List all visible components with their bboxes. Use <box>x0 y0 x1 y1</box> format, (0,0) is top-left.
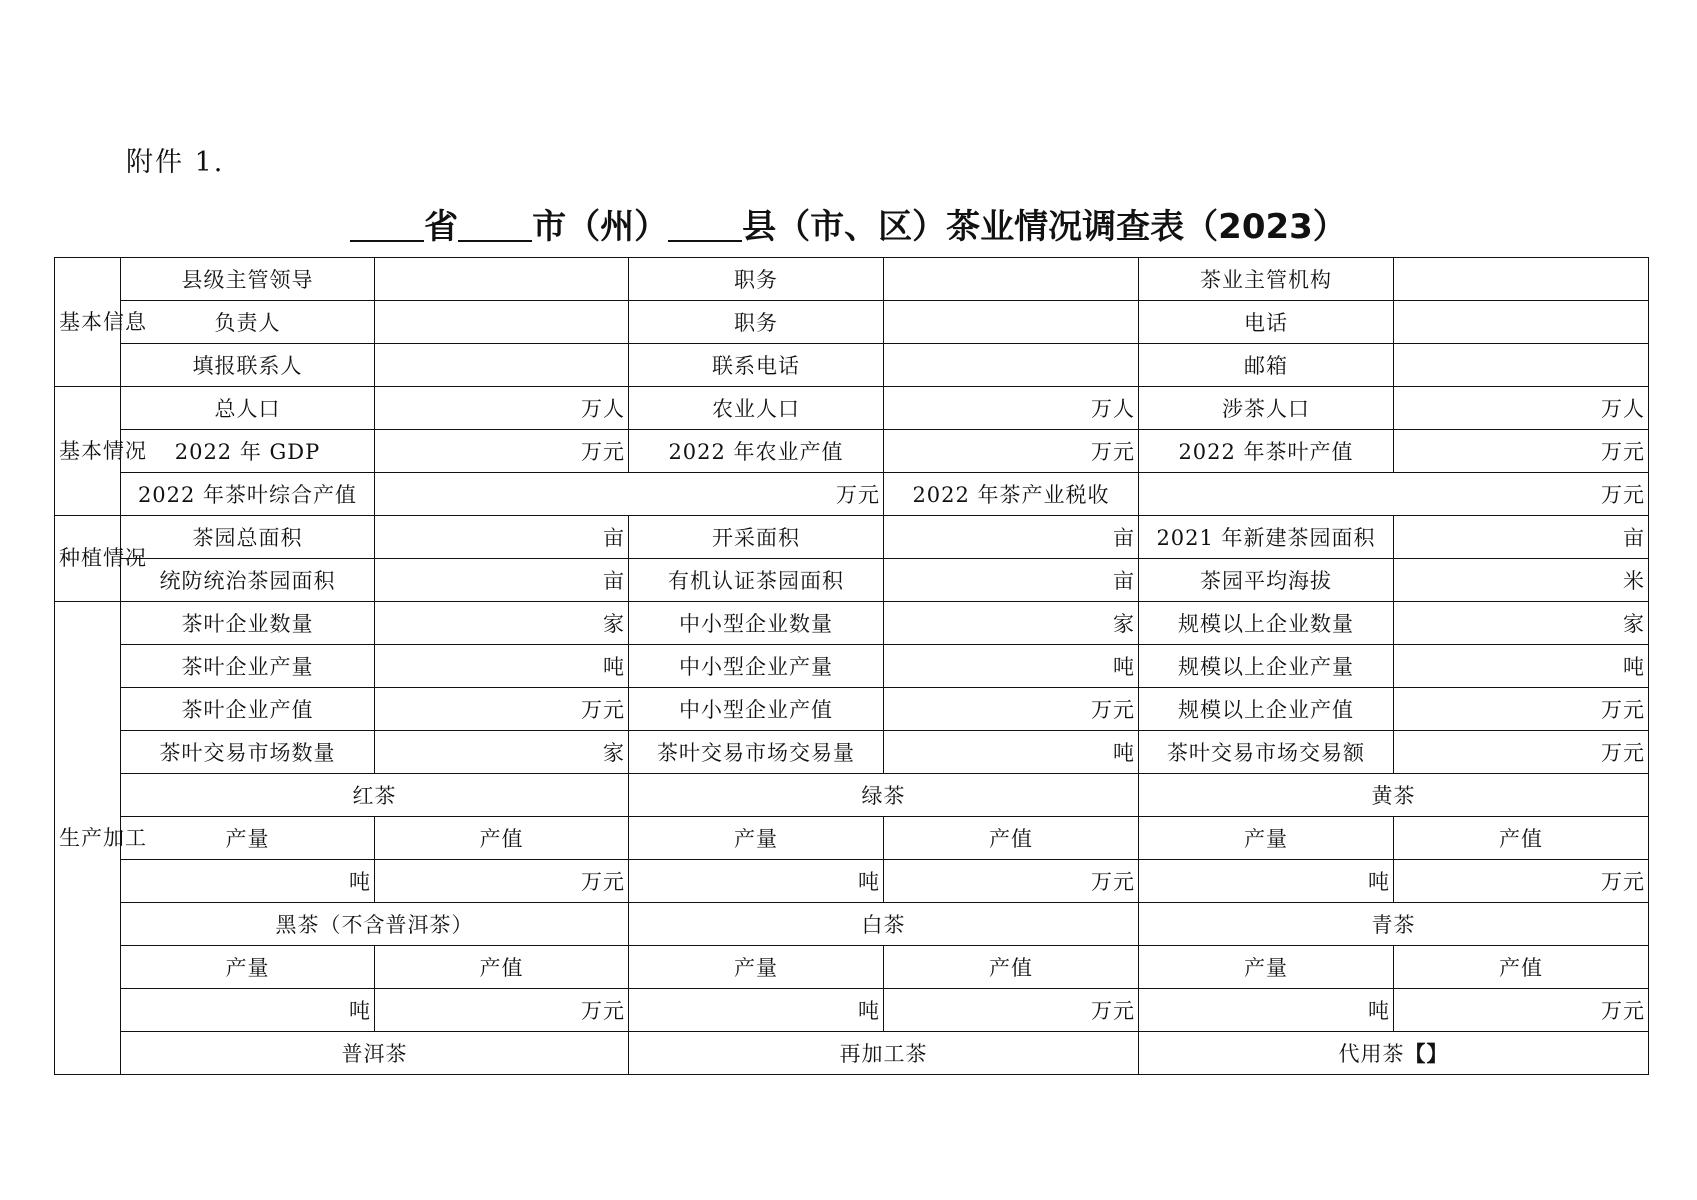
label-oolong-tea: 青茶 <box>1139 903 1649 946</box>
attachment-label: 附件 1. <box>126 147 225 178</box>
table-row <box>55 817 1649 860</box>
table-row <box>55 387 1649 430</box>
label-tea-agency: 茶业主管机构 <box>1139 258 1394 301</box>
input-oolong-tea-value[interactable]: 万元 <box>1394 989 1649 1032</box>
table-row <box>55 602 1649 645</box>
input-person-in-charge[interactable] <box>375 301 629 344</box>
label-volume: 产量 <box>629 817 884 860</box>
table-row <box>55 645 1649 688</box>
label-white-tea: 白茶 <box>629 903 1139 946</box>
label-enterprise-count: 茶叶企业数量 <box>121 602 375 645</box>
label-person-in-charge: 负责人 <box>121 301 375 344</box>
label-dark-tea: 黑茶（不含普洱茶） <box>121 903 629 946</box>
label-tea-output-2022: 2022 年茶叶产值 <box>1139 430 1394 473</box>
label-email: 邮箱 <box>1139 344 1394 387</box>
input-enterprise-count[interactable]: 家 <box>375 602 629 645</box>
input-green-tea-value[interactable]: 万元 <box>884 860 1139 903</box>
label-pest-control-area: 统防统治茶园面积 <box>121 559 375 602</box>
label-gdp-2022: 2022 年 GDP <box>121 430 375 473</box>
label-tea-comprehensive-2022: 2022 年茶叶综合产值 <box>121 473 375 516</box>
input-tea-output-2022[interactable]: 万元 <box>1394 430 1649 473</box>
input-tea-population[interactable]: 万人 <box>1394 387 1649 430</box>
input-pest-control-area[interactable]: 亩 <box>375 559 629 602</box>
label-tea-population: 涉茶人口 <box>1139 387 1394 430</box>
category-production: 生产加工 <box>55 602 121 1075</box>
input-position-2[interactable] <box>884 301 1139 344</box>
input-market-amount[interactable]: 万元 <box>1394 731 1649 774</box>
input-avg-altitude[interactable]: 米 <box>1394 559 1649 602</box>
label-volume: 产量 <box>629 946 884 989</box>
table-row <box>55 903 1649 946</box>
input-filler-contact[interactable] <box>375 344 629 387</box>
city-blank[interactable] <box>458 210 532 242</box>
input-tea-tax-2022[interactable]: 万元 <box>1139 473 1649 516</box>
input-large-value[interactable]: 万元 <box>1394 688 1649 731</box>
label-value: 产值 <box>884 817 1139 860</box>
input-yellow-tea-value[interactable]: 万元 <box>1394 860 1649 903</box>
label-avg-altitude: 茶园平均海拔 <box>1139 559 1394 602</box>
input-tea-comprehensive-2022[interactable]: 万元 <box>375 473 884 516</box>
label-puer-tea: 普洱茶 <box>121 1032 629 1075</box>
input-sme-volume[interactable]: 吨 <box>884 645 1139 688</box>
label-phone: 电话 <box>1139 301 1394 344</box>
label-sme-value: 中小型企业产值 <box>629 688 884 731</box>
title-province: 省 <box>424 207 459 247</box>
label-yellow-tea: 黄茶 <box>1139 774 1649 817</box>
page-title <box>0 199 1697 248</box>
input-green-tea-volume[interactable]: 吨 <box>629 860 884 903</box>
label-county-leader: 县级主管领导 <box>121 258 375 301</box>
label-value: 产值 <box>1394 946 1649 989</box>
input-dark-tea-volume[interactable]: 吨 <box>121 989 375 1032</box>
table-row <box>55 1032 1649 1075</box>
title-county: 县（市、区）茶业情况调查表（2023） <box>742 207 1347 247</box>
label-volume: 产量 <box>121 817 375 860</box>
label-large-value: 规模以上企业产值 <box>1139 688 1394 731</box>
label-organic-area: 有机认证茶园面积 <box>629 559 884 602</box>
input-farm-population[interactable]: 万人 <box>884 387 1139 430</box>
table-row <box>55 731 1649 774</box>
input-tea-agency[interactable] <box>1394 258 1649 301</box>
table-row <box>55 989 1649 1032</box>
county-blank[interactable] <box>668 210 742 242</box>
input-market-count[interactable]: 家 <box>375 731 629 774</box>
label-black-tea: 红茶 <box>121 774 629 817</box>
province-blank[interactable] <box>350 210 424 242</box>
table-row <box>55 430 1649 473</box>
input-white-tea-value[interactable]: 万元 <box>884 989 1139 1032</box>
input-new-garden-2021[interactable]: 亩 <box>1394 516 1649 559</box>
label-position: 职务 <box>629 258 884 301</box>
label-tea-tax-2022: 2022 年茶产业税收 <box>884 473 1139 516</box>
input-dark-tea-value[interactable]: 万元 <box>375 989 629 1032</box>
label-garden-total-area: 茶园总面积 <box>121 516 375 559</box>
input-phone[interactable] <box>1394 301 1649 344</box>
table-row <box>55 860 1649 903</box>
category-basic-info: 基本信息 <box>55 258 121 387</box>
label-volume: 产量 <box>1139 817 1394 860</box>
input-large-count[interactable]: 家 <box>1394 602 1649 645</box>
label-sme-count: 中小型企业数量 <box>629 602 884 645</box>
label-filler-contact: 填报联系人 <box>121 344 375 387</box>
table-row <box>55 473 1649 516</box>
label-large-count: 规模以上企业数量 <box>1139 602 1394 645</box>
label-total-population: 总人口 <box>121 387 375 430</box>
table-row <box>55 301 1649 344</box>
input-black-tea-value[interactable]: 万元 <box>375 860 629 903</box>
table-row <box>55 559 1649 602</box>
label-farm-population: 农业人口 <box>629 387 884 430</box>
table-row <box>55 344 1649 387</box>
input-plucking-area[interactable]: 亩 <box>884 516 1139 559</box>
label-value: 产值 <box>375 946 629 989</box>
label-enterprise-value: 茶叶企业产值 <box>121 688 375 731</box>
substitute-tea-text: 代用茶 <box>1338 1042 1405 1066</box>
input-oolong-tea-volume[interactable]: 吨 <box>1139 989 1394 1032</box>
input-enterprise-value[interactable]: 万元 <box>375 688 629 731</box>
input-white-tea-volume[interactable]: 吨 <box>629 989 884 1032</box>
input-organic-area[interactable]: 亩 <box>884 559 1139 602</box>
label-market-count: 茶叶交易市场数量 <box>121 731 375 774</box>
input-market-volume[interactable]: 吨 <box>884 731 1139 774</box>
input-enterprise-volume[interactable]: 吨 <box>375 645 629 688</box>
category-planting: 种植情况 <box>55 516 121 602</box>
table-row <box>55 258 1649 301</box>
table-row <box>55 946 1649 989</box>
label-large-volume: 规模以上企业产量 <box>1139 645 1394 688</box>
input-large-volume[interactable]: 吨 <box>1394 645 1649 688</box>
label-value: 产值 <box>375 817 629 860</box>
label-market-volume: 茶叶交易市场交易量 <box>629 731 884 774</box>
substitute-tea-bracket[interactable]: 【】 <box>1404 1042 1449 1066</box>
input-sme-value[interactable]: 万元 <box>884 688 1139 731</box>
label-new-garden-2021: 2021 年新建茶园面积 <box>1139 516 1394 559</box>
label-enterprise-volume: 茶叶企业产量 <box>121 645 375 688</box>
table-row <box>55 516 1649 559</box>
category-basic-situation: 基本情况 <box>55 387 121 516</box>
label-value: 产值 <box>1394 817 1649 860</box>
input-position[interactable] <box>884 258 1139 301</box>
label-position-2: 职务 <box>629 301 884 344</box>
input-total-population[interactable]: 万人 <box>375 387 629 430</box>
input-county-leader[interactable] <box>375 258 629 301</box>
table-row <box>55 774 1649 817</box>
label-plucking-area: 开采面积 <box>629 516 884 559</box>
label-green-tea: 绿茶 <box>629 774 1139 817</box>
input-sme-count[interactable]: 家 <box>884 602 1139 645</box>
label-volume: 产量 <box>121 946 375 989</box>
input-garden-total-area[interactable]: 亩 <box>375 516 629 559</box>
input-gdp-2022[interactable]: 万元 <box>375 430 629 473</box>
table-row <box>55 688 1649 731</box>
title-city: 市（州） <box>532 207 669 247</box>
label-volume: 产量 <box>1139 946 1394 989</box>
label-reprocessed-tea: 再加工茶 <box>629 1032 1139 1075</box>
input-agri-output-2022[interactable]: 万元 <box>884 430 1139 473</box>
input-email[interactable] <box>1394 344 1649 387</box>
label-contact-phone: 联系电话 <box>629 344 884 387</box>
label-agri-output-2022: 2022 年农业产值 <box>629 430 884 473</box>
label-sme-volume: 中小型企业产量 <box>629 645 884 688</box>
input-yellow-tea-volume[interactable]: 吨 <box>1139 860 1394 903</box>
survey-table <box>54 257 1649 1075</box>
input-black-tea-volume[interactable]: 吨 <box>121 860 375 903</box>
label-value: 产值 <box>884 946 1139 989</box>
input-contact-phone[interactable] <box>884 344 1139 387</box>
label-substitute-tea <box>1139 1032 1649 1075</box>
label-market-amount: 茶叶交易市场交易额 <box>1139 731 1394 774</box>
